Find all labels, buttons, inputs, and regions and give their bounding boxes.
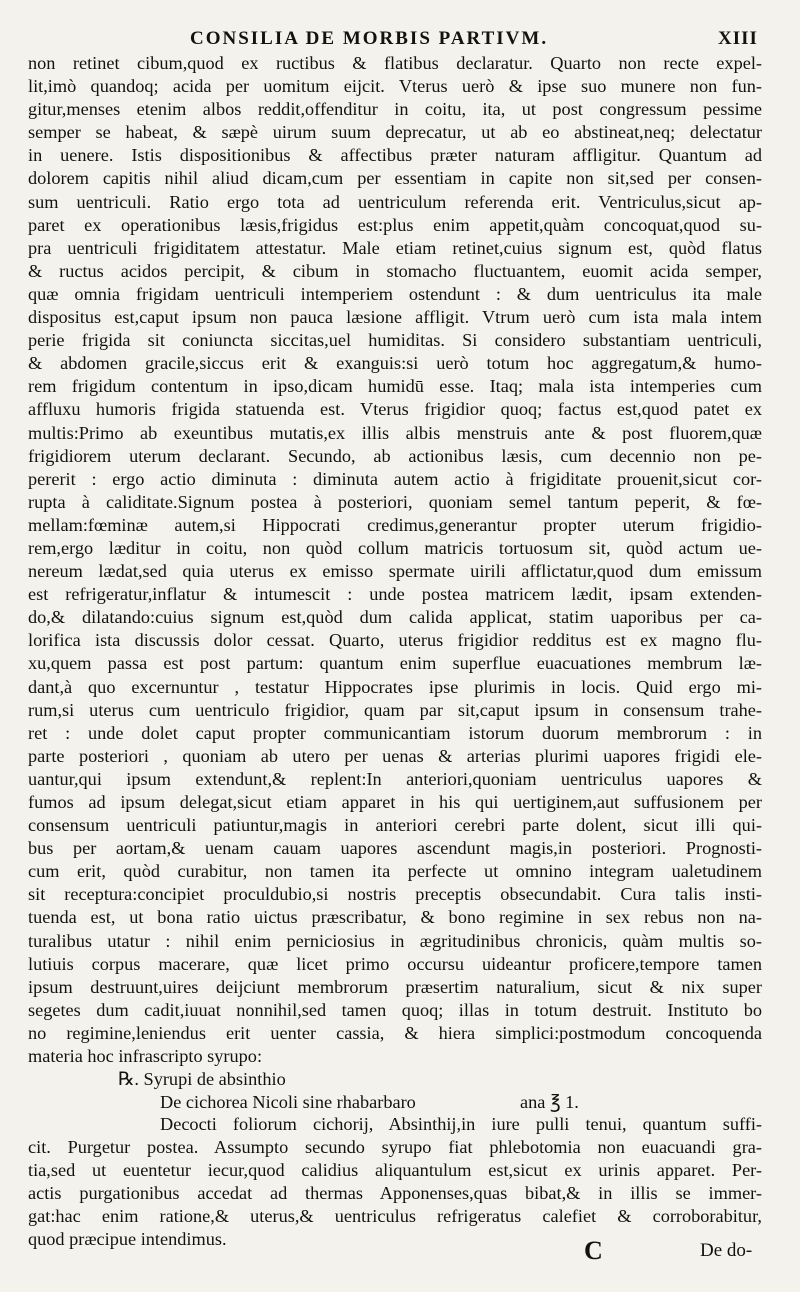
text-line: quod præcipue intendimus. [28, 1229, 227, 1250]
text-line: ret : unde dolet caput propter communicantiam istorum duorum membrorum : in [28, 722, 762, 743]
running-title: CONSILIA DE MORBIS PARTIVM. [190, 28, 549, 49]
recipe-line-1: ℞. Syrupi de absinthio [118, 1069, 286, 1089]
recipe-ingredient: De cichorea Nicoli sine rhabarbaro [160, 1092, 416, 1112]
folio-number: XIII [718, 28, 758, 49]
text-line: & abdomen gracile,siccus erit & exanguis:si uerò totum hoc aggregatum,& humo- [28, 353, 762, 374]
text-line: mellam:fœminæ autem,si Hippocrati credimus,generantur propter uterum frigidio- [28, 514, 762, 535]
text-line: perie frigida sit coniuncta siccitas,uel humiditas. Si considero substantiam uentriculi, [28, 330, 762, 351]
text-line: semper se habeat, & sæpè uirum suum deprecatur, ut ab eo abstineat,neq; delectatur [28, 122, 762, 143]
text-line: lutiuis corpus macerare, quæ licet primo occursu uideantur proficere,tempore tamen [28, 953, 762, 974]
text-line: ipsum destruunt,uires deijciunt membrorum præsertim naturalium, sicut & nix super [28, 976, 762, 997]
text-line: rum,si uterus cum uentriculo frigidior, quam par sit,caput ipsum in consensum trahe- [28, 699, 762, 720]
text-line: pra uentriculi frigiditatem attestatur. Male etiam retinet,cuius signum est, quòd flatus [28, 237, 762, 258]
text-line: in uenere. Istis dispositionibus & affectibus præter naturam affligitur. Quantum ad [28, 145, 762, 166]
text-line: & ructus acidos percipit, & cibum in stomacho fluctuantem, euomit acida semper, [28, 260, 762, 281]
page-header [0, 22, 800, 52]
text-line: gat:hac enim ratione,& uterus,& uentriculus refrigeratus calefiet & corroborabitur, [28, 1206, 762, 1227]
text-line: fumos ad ipsum delegat,sicut etiam apparet in his qui uertiginem,aut suffusionem per [28, 792, 762, 812]
recipe-line-2 [160, 1091, 680, 1114]
text-line: rem frigidum contentum in ipso,dicam humidū esse. Itaq; mala ista intemperies cum [28, 376, 762, 397]
text-line: dispositus est,caput ipsum non pauca læsione affligit. Vtrum uerò cum ista mala intem [28, 307, 762, 328]
text-line: pererit : ergo actio diminuta : diminuta autem actio à frigiditate prouenit,sicut cor- [28, 468, 762, 489]
signature-mark: C [584, 1236, 603, 1265]
text-line: turalibus utatur : nihil enim perniciosius in ægritudinibus chronicis, quàm multis so- [28, 930, 762, 951]
text-line: lorifica ista discussis dolor cessat. Quarto, uterus frigidior redditus est ex magno flu- [28, 630, 762, 651]
closing-text-block [28, 1113, 762, 1252]
text-line: actis purgationibus accedat ad thermas Apponenses,quas bibat,& in illis se immer- [28, 1183, 762, 1204]
text-line: non retinet cibum,quod ex ructibus & flatibus declaratur. Quarto non recte expel- [28, 53, 762, 73]
text-line: cum erit, quòd curabitur, non tamen ita perfecte ut omnino integram ualetudinem [28, 861, 762, 882]
catchword: De do- [700, 1240, 753, 1261]
text-line: consensum uentriculi patiuntur,magis in anteriori cerebri parte dolent, sicut illi qui- [28, 815, 762, 836]
text-line: tia,sed ut euentetur iecur,quod calidius aliquantulum est,sicut ex urinis apparet. Per- [28, 1160, 762, 1181]
text-line: sit receptura:concipiet proculdubio,si nostris preceptis obsecundabit. Cura talis insti- [28, 884, 762, 905]
text-line: paret ex operationibus læsis,frigidus est:plus enim appetit,quàm concoquat,quod su- [28, 214, 762, 235]
text-line: rupta à caliditate.Signum postea à posteriori, quoniam semel tantum peperit, & fœ- [28, 491, 762, 512]
text-line: parte posteriori , quoniam ab utero per uenas & arterias plurimi uapores frigidi ele- [28, 745, 762, 766]
text-line: uantur,qui ipsum extendunt,& replent:In anteriori,quoniam uentriculus uapores & [28, 768, 762, 789]
text-line: frigidiorem uterum declarant. Secundo, ab actionibus læsis, cum decennio non pe- [28, 445, 762, 466]
text-line: sum uentriculi. Ratio ergo tota ad uentriculum referenda erit. Ventriculus,sicut ap- [28, 191, 762, 212]
text-line: dant,à quo excernuntur , testatur Hippocrates ipse plurimis in locis. Quid ergo mi- [28, 676, 762, 697]
text-line: gitur,menses etenim albos reddit,offenditur in coitu, ita, ut post congressum pessime [28, 99, 762, 120]
main-text-block [28, 52, 762, 1068]
text-line: est refrigeratur,inflatur & intumescit : unde postea matricem lædit, ipsam extenden- [28, 584, 762, 605]
text-line: affluxu humoris frigida statuenda est. Vterus frigidior quoq; factus est,quod patet ex [28, 399, 762, 420]
text-line: xu,quem passa est post partum: quantum enim superflue euacuationes membrum læ- [28, 653, 762, 674]
text-line: materia hoc infrascripto syrupo: [28, 1046, 263, 1067]
text-line: tuenda est, ut bona ratio uictus præscribatur, & bono regimine in sex rebus non na- [28, 907, 762, 928]
text-line: rem,ergo læditur in coitu, non quòd collum matricis tortuosum sit, quòd actum ue- [28, 537, 762, 558]
text-line: dolorem capitis nihil aliud dicam,cum per essentiam in capite non sit,sed per consen- [28, 168, 762, 189]
text-line: nereum lædat,sed quia uterus ex emisso spermate uirili afflictatur,quod dum emissum [28, 561, 762, 582]
text-line: Decocti foliorum cichorij, Absinthij,in iure pulli tenui, quantum suffi- [160, 1114, 762, 1134]
text-line: cit. Purgetur postea. Assumpto secundo syrupo fiat phlebotomia non euacuandi gra- [28, 1137, 762, 1158]
text-line: quæ omnia frigidam uentriculi intemperiem ostendunt : & dum uentriculus ita male [28, 283, 762, 304]
text-line: segetes dum cadit,iuuat nonnihil,sed tamen quoq; illas in totum destruit. Instituto bo [28, 999, 762, 1020]
text-line: multis:Primo ab exeuntibus mutatis,ex illis albis menstruis ante & post fluorem,quæ [28, 422, 762, 443]
recipe-quantity: ana ℥ 1. [520, 1092, 579, 1112]
text-line: bus per aortam,& uenam cauam uapores ascendunt magis,in posteriori. Prognosti- [28, 838, 762, 859]
text-line: no regimine,leniendus erit uenter cassia, & hiera simplici:postmodum concoquenda [28, 1022, 762, 1043]
text-line: do,& dilatando:cuius signum est,quòd dum calida applicat, statim uaporibus per ca- [28, 607, 762, 628]
text-line: lit,imò quandoq; acida per uomitum eijcit. Vterus uerò & ipse suo munere non fun- [28, 76, 762, 97]
